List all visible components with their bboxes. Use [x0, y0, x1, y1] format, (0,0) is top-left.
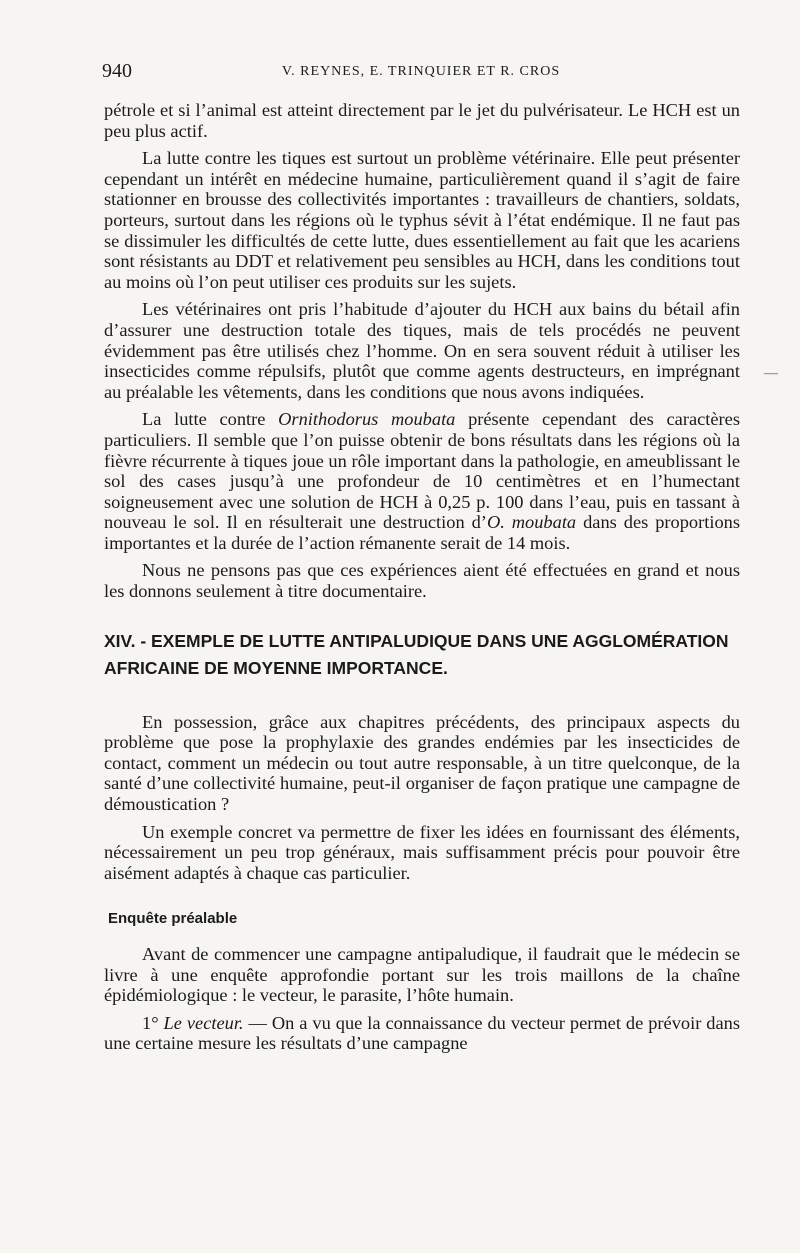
section-heading: XIV. - EXEMPLE DE LUTTE ANTIPALUDIQUE DANS UNE AGGLOMÉRATION AFRICAINE DE MOYENNE IMPORTANCE.	[104, 630, 729, 678]
text-run: La lutte contre	[142, 409, 279, 430]
subheading: Enquête préalable	[108, 910, 238, 928]
page-header	[102, 60, 740, 88]
paragraph: Nous ne pensons pas que ces expériences aient été effectuées en grand et nous les donnons seulement à titre documentaire.	[104, 560, 740, 602]
margin-mark: —	[764, 366, 778, 381]
paragraph: Un exemple concret va permettre de fixer les idées en fournissant des éléments, nécessairement un peu trop généraux, mais suffisamment précis pour pouvoir être aisément adaptés à chaque cas particulier.	[104, 821, 740, 883]
running-head: V. REYNES, E. TRINQUIER ET R. CROS	[281, 64, 561, 79]
text-run: — On a vu que la connaissance du vecteur permet de prévoir dans une certaine mesure les résultats d’une campagne	[104, 1012, 740, 1054]
italic-term: Le vecteur.	[163, 1012, 244, 1033]
list-number: 1°	[142, 1012, 164, 1033]
paragraph: En possession, grâce aux chapitres précédents, des principaux aspects du problème que pose la prophylaxie des grandes endémies par les insecticides de contact, comment un médecin ou tout autre responsable, à un titre quelconque, de la santé d’une collectivité humaine, peut-il organiser de façon pratique une campagne de démoustication ?	[104, 711, 740, 815]
paragraph	[104, 409, 740, 553]
text-run: présente cependant des caractères particuliers. Il semble que l’on puisse obtenir de bons résultats dans les régions où la fièvre récurrente à tiques joue un rôle important dans la pathologie, en ameublissant le sol des cases jusqu’à une profondeur de 10 centimètres et en l’humectant soigneusement avec une solution de HCH à 0,25 p. 100 dans l’eau, puis en tassant à nouveau le sol. Il en résulterait une destruction d’	[104, 409, 741, 533]
text-run: dans des proportions importantes et la durée de l’action rémanente serait de 14 mois.	[104, 512, 741, 553]
paragraph: Les vétérinaires ont pris l’habitude d’ajouter du HCH aux bains du bétail afin d’assurer une destruction totale des tiques, mais de tels procédés ne peuvent évidemment pas être utilisés chez l’homme. On en sera souvent réduit à utiliser les insecticides comme répulsifs, plutôt que comme agents destructeurs, en imprégnant au préalable les vêtements, dans les conditions que nous avons indiquées.	[104, 299, 740, 402]
page-number: 940	[102, 60, 132, 82]
italic-species-name: Ornithodorus moubata	[278, 409, 456, 430]
paragraph: La lutte contre les tiques est surtout un problème vétérinaire. Elle peut présenter cependant un intérêt en médecine humaine, particulièrement quand il s’agit de faire stationner en brousse des collectivités importantes : travailleurs de chantiers, soldats, porteurs, surtout dans les régions où le typhus sévit à l’état endémique. Il ne faut pas se dissimuler les difficultés de cette lutte, dues essentiellement au fait que les acariens sont résistants au DDT et relativement peu sensibles au HCH, dans les conditions tout au moins où l’on peut utiliser ces produits sur les sujets.	[104, 148, 740, 292]
paragraph: Avant de commencer une campagne antipaludique, il faudrait que le médecin se livre à une enquête approfondie portant sur les trois maillons de la chaîne épidémiologique : le vecteur, le parasite, l’hôte humain.	[104, 944, 740, 1006]
paragraph: pétrole et si l’animal est atteint directement par le jet du pulvérisateur. Le HCH est un peu plus actif.	[104, 100, 740, 141]
body-text	[104, 100, 740, 1061]
italic-species-name: O. moubata	[486, 512, 577, 533]
paragraph	[104, 1013, 740, 1054]
